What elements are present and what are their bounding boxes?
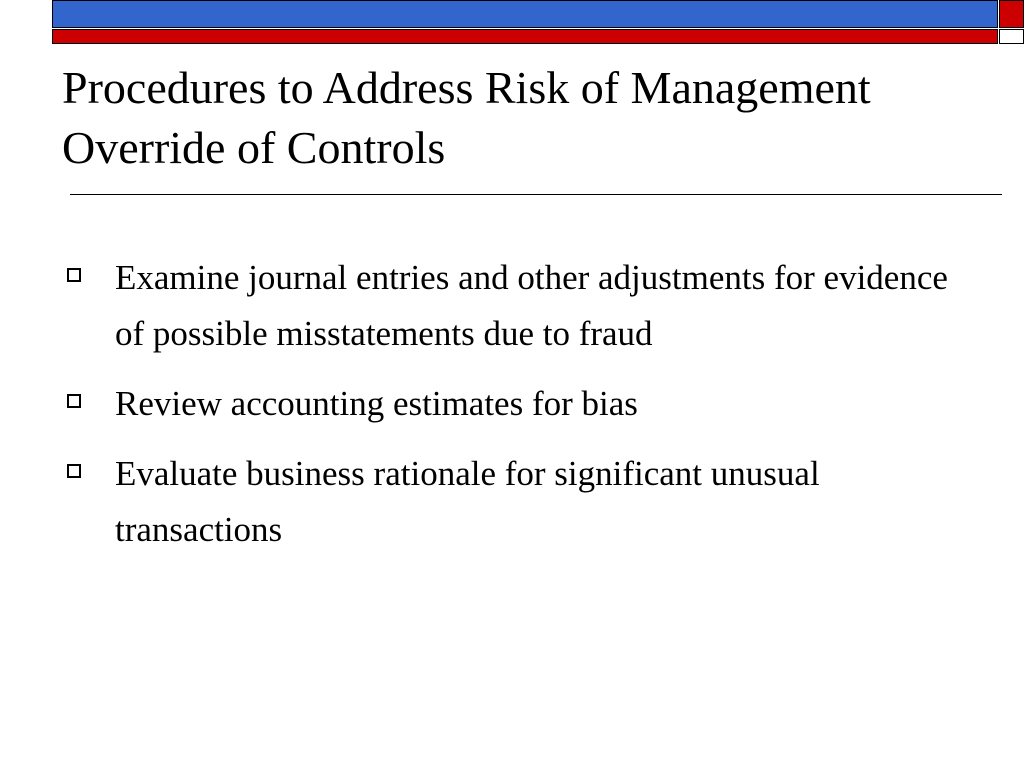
top-blue-bar: [52, 0, 998, 28]
corner-white-square: [999, 29, 1024, 44]
top-red-bar: [52, 29, 998, 44]
slide-title: Procedures to Address Risk of Management Override of Controls: [62, 62, 871, 173]
bullet-item: [0, 250, 975, 362]
hollow-square-bullet-icon: [67, 464, 81, 478]
hollow-square-bullet-icon: [67, 268, 81, 282]
bullet-item: [0, 446, 975, 558]
bullet-item: [0, 376, 975, 432]
bullet-list: [0, 250, 1024, 572]
title-divider: [70, 194, 1002, 195]
bullet-text: Examine journal entries and other adjustments for evidence of possible misstatements due to fraud: [115, 258, 948, 353]
bullet-text: Review accounting estimates for bias: [115, 384, 638, 423]
bullet-text: Evaluate business rationale for significant unusual transactions: [115, 454, 820, 549]
corner-red-square: [999, 0, 1024, 28]
hollow-square-bullet-icon: [67, 394, 81, 408]
